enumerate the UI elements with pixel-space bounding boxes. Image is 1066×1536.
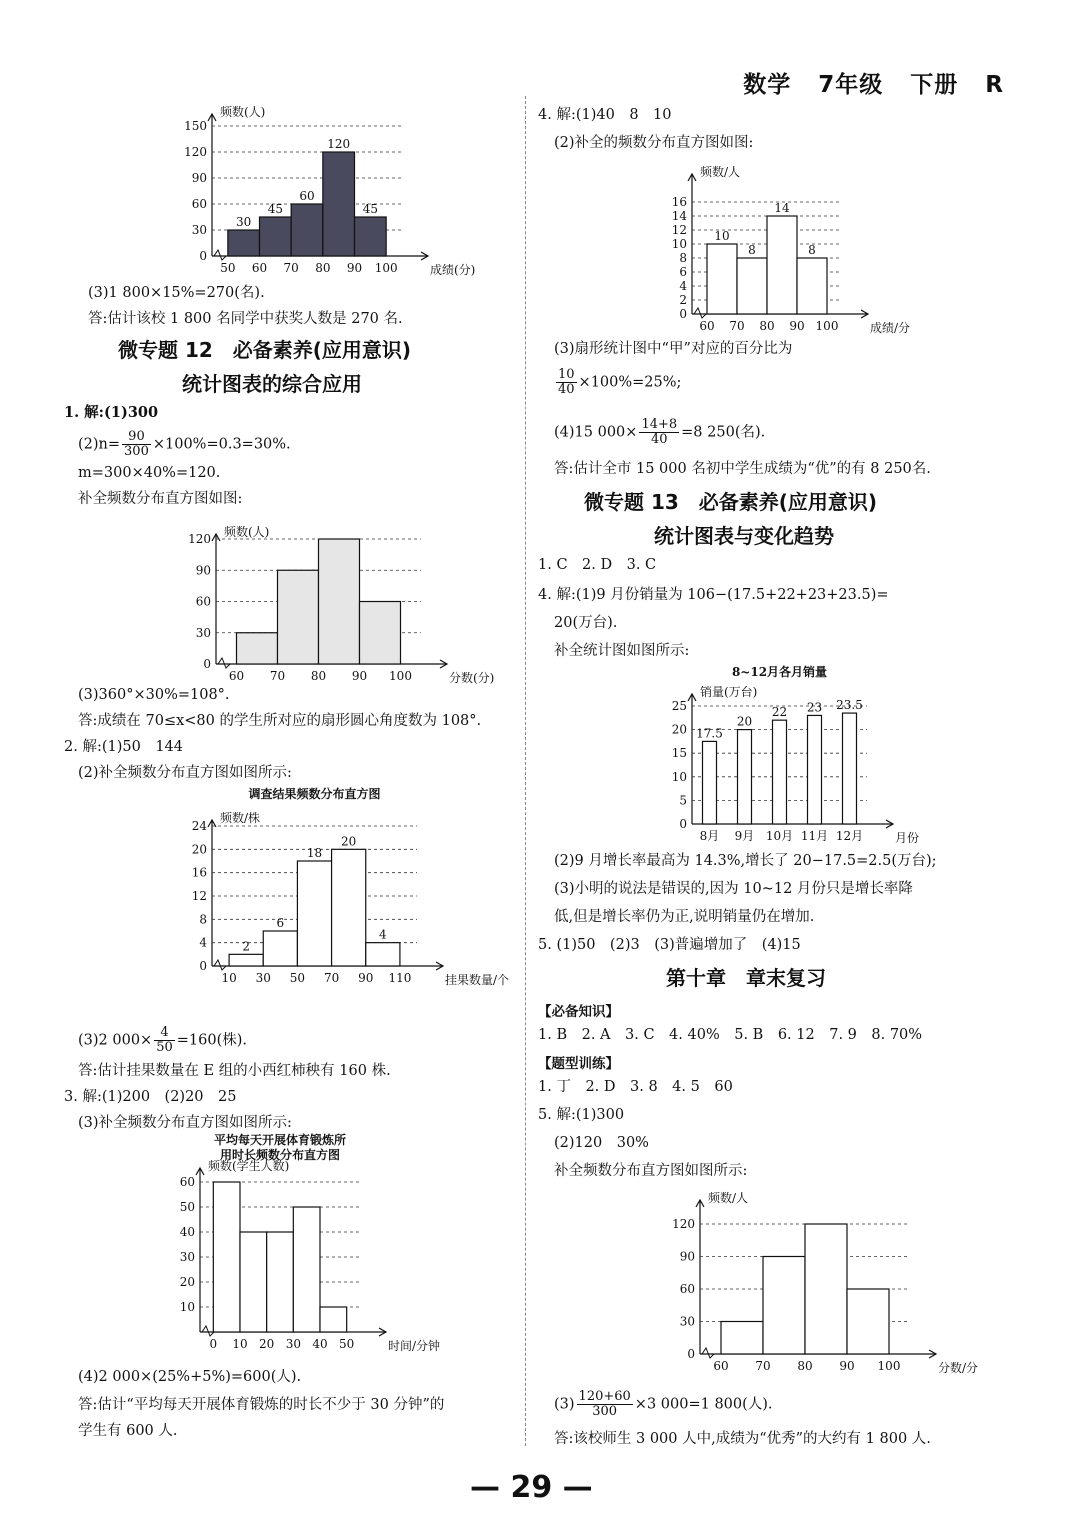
data-label: 45 xyxy=(362,202,378,216)
axis-break xyxy=(694,308,706,318)
text-line: 答:估计挂果数量在 E 组的小西红柿秧有 160 株. xyxy=(78,1063,391,1079)
header-grade: 7年级 xyxy=(818,72,884,98)
data-label: 8 xyxy=(748,243,756,257)
y-tick-label: 24 xyxy=(191,819,207,833)
x-tick-label: 100 xyxy=(374,261,398,275)
x-tick-label: 100 xyxy=(877,1359,901,1373)
axis-break xyxy=(702,1348,714,1358)
x-tick-label: 70 xyxy=(269,669,286,683)
bar xyxy=(366,943,400,966)
x-tick-label: 60 xyxy=(251,261,268,275)
x-tick-label: 70 xyxy=(729,319,745,333)
data-label: 10 xyxy=(714,229,730,243)
data-label: 45 xyxy=(267,202,283,216)
text-line: (3)扇形统计图中“甲”对应的百分比为 xyxy=(554,341,793,357)
bar xyxy=(240,1232,267,1332)
chart-title: 平均每天开展体育锻炼所 xyxy=(213,1133,347,1147)
x-tick-label: 40 xyxy=(312,1337,328,1351)
y-tick-label: 0 xyxy=(199,959,207,973)
y-tick-label: 20 xyxy=(191,842,207,857)
x-tick-label: 12月 xyxy=(835,829,864,843)
y-tick-label: 6 xyxy=(679,265,687,279)
text-line: 5. 解:(1)300 xyxy=(538,1107,625,1123)
x-tick-label: 0 xyxy=(209,1337,218,1351)
x-tick-label: 80 xyxy=(315,261,331,275)
y-tick-label: 90 xyxy=(191,171,207,185)
bar xyxy=(738,730,752,824)
topic13-subtitle: 统计图表与变化趋势 xyxy=(654,524,834,548)
y-tick-label: 16 xyxy=(191,865,207,880)
x-tick-label: 10 xyxy=(221,971,237,985)
y-tick-label: 60 xyxy=(679,1282,695,1296)
x-tick-label: 60 xyxy=(228,669,245,683)
x-tick-label: 80 xyxy=(797,1359,813,1373)
data-label: 23 xyxy=(806,700,823,715)
x-tick-label: 80 xyxy=(310,669,327,683)
topic12-subtitle: 统计图表的综合应用 xyxy=(182,372,362,396)
data-label: 20 xyxy=(736,714,753,729)
axis-break xyxy=(214,250,226,260)
data-label: 6 xyxy=(276,916,285,930)
y-tick-label: 4 xyxy=(199,935,207,950)
x-tick-label: 90 xyxy=(789,319,805,333)
y-tick-label: 2 xyxy=(679,293,687,307)
chart-4 xyxy=(156,1132,536,1362)
chart-3 xyxy=(142,786,542,996)
text-line: 补全频数分布直方图如图: xyxy=(78,491,243,507)
y-tick-label: 60 xyxy=(179,1175,195,1189)
data-label: 2 xyxy=(242,939,250,954)
page-number: — 29 — xyxy=(470,1470,593,1505)
y-axis-label: 销量(万台) xyxy=(700,685,758,699)
y-axis-label: 频数(人) xyxy=(224,525,270,539)
y-axis-label: 频数/人 xyxy=(700,165,741,179)
y-tick-label: 8 xyxy=(679,251,687,265)
y-axis-label: 频数(人) xyxy=(220,105,266,119)
chart-6 xyxy=(648,664,988,844)
bar xyxy=(767,216,797,314)
bar xyxy=(291,204,323,256)
x-axis-label: 挂果数量/个 xyxy=(445,973,510,987)
data-label: 14 xyxy=(774,201,790,215)
text-line: 补全统计图如图所示: xyxy=(554,643,690,659)
bar xyxy=(293,1207,320,1332)
x-tick-label: 90 xyxy=(351,669,368,683)
x-tick-label: 60 xyxy=(699,319,715,333)
text-line: (2)9 月增长率最高为 14.3%,增长了 20−17.5=2.5(万台); xyxy=(554,853,937,869)
text-line: m=300×40%=120. xyxy=(78,465,221,481)
text-line: (3)2 000× $\frac{4}{50}$ =160(株). xyxy=(78,1025,247,1055)
y-tick-label: 10 xyxy=(179,1300,195,1314)
text-line: 答:估计“平均每天开展体育锻炼的时长不少于 30 分钟”的 xyxy=(78,1397,445,1413)
x-axis-label: 时间/分钟 xyxy=(388,1339,441,1353)
y-tick-label: 30 xyxy=(195,625,211,640)
y-tick-label: 30 xyxy=(179,1250,195,1264)
y-tick-label: 50 xyxy=(179,1200,195,1214)
y-axis-label: 频数/株 xyxy=(220,811,261,825)
data-label: 23.5 xyxy=(836,698,863,713)
text-line: 学生有 600 人. xyxy=(78,1423,178,1439)
x-tick-label: 50 xyxy=(339,1337,355,1351)
text-line: (4)15 000× $\frac{14+8}{40}$ =8 250(名). xyxy=(554,417,766,447)
text-line: (3)1 800×15%=270(名). xyxy=(88,285,265,301)
bar xyxy=(773,720,787,824)
x-tick-label: 100 xyxy=(389,669,412,683)
header-edition: R xyxy=(985,72,1004,98)
axis-break xyxy=(202,1326,214,1336)
bar xyxy=(847,1289,889,1354)
bar xyxy=(320,1307,347,1332)
section-label: 【必备知识】 xyxy=(538,1004,619,1020)
text-line: 1. B 2. A 3. C 4. 40% 5. B 6. 12 7. 9 8. 70% xyxy=(538,1027,923,1043)
chapter-title: 第十章 章末复习 xyxy=(666,966,826,990)
bar xyxy=(323,152,355,256)
text-line: 补全频数分布直方图如图所示: xyxy=(554,1163,748,1179)
text-line: 20(万台). xyxy=(554,615,618,631)
x-tick-label: 80 xyxy=(759,319,775,333)
text-line: 答:估计全市 15 000 名初中学生成绩为“优”的有 8 250名. xyxy=(554,461,931,477)
chart-2 xyxy=(168,516,548,685)
x-axis-label: 分数/分 xyxy=(938,1361,979,1375)
bar xyxy=(213,1182,240,1332)
text-line: 1. 解:(1)300 xyxy=(64,404,159,421)
data-label: 120 xyxy=(327,137,351,151)
y-tick-label: 15 xyxy=(671,746,687,761)
x-tick-label: 70 xyxy=(323,971,340,985)
text-line: (3) $\frac{120+60}{300}$ ×3 000=1 800(人). xyxy=(554,1389,773,1419)
bar xyxy=(721,1322,763,1355)
text-line: 1. 丁 2. D 3. 8 4. 5 60 xyxy=(538,1079,733,1095)
bar xyxy=(737,258,767,314)
y-tick-label: 90 xyxy=(679,1249,695,1264)
x-tick-label: 70 xyxy=(283,261,299,275)
data-label: 20 xyxy=(341,834,357,849)
x-tick-label: 70 xyxy=(755,1359,771,1373)
chart-title: 调查结果频数分布直方图 xyxy=(248,787,381,801)
data-label: 18 xyxy=(306,846,323,860)
data-label: 4 xyxy=(379,927,387,942)
y-tick-label: 10 xyxy=(671,769,687,784)
y-tick-label: 90 xyxy=(195,563,211,578)
y-axis-label: 频数/人 xyxy=(708,1191,749,1205)
chart-title: 用时长频数分布直方图 xyxy=(219,1148,341,1162)
x-axis-label: 月份 xyxy=(895,831,920,845)
x-tick-label: 90 xyxy=(346,261,363,275)
text-line: 答:估计该校 1 800 名同学中获奖人数是 270 名. xyxy=(88,311,403,327)
text-line: 3. 解:(1)200 (2)20 25 xyxy=(64,1089,237,1105)
y-tick-label: 0 xyxy=(679,817,687,831)
y-axis-label: 频数(学生人数) xyxy=(208,1159,290,1173)
header-subject: 数学 xyxy=(743,72,792,98)
x-tick-label: 10月 xyxy=(765,829,794,843)
topic13-title: 微专题 13 必备素养(应用意识) xyxy=(584,490,878,514)
bar xyxy=(707,244,737,314)
chart-1 xyxy=(160,96,500,276)
bar xyxy=(319,539,360,664)
y-tick-label: 20 xyxy=(671,722,687,737)
bar xyxy=(843,713,857,824)
y-tick-label: 16 xyxy=(671,195,687,209)
bar xyxy=(267,1232,294,1332)
x-tick-label: 8月 xyxy=(699,829,720,843)
bar xyxy=(360,602,401,665)
y-tick-label: 120 xyxy=(188,532,211,546)
x-tick-label: 30 xyxy=(285,1337,301,1351)
topic12-title: 微专题 12 必备素养(应用意识) xyxy=(118,338,412,362)
data-label: 60 xyxy=(299,189,315,203)
text-line: 1. C 2. D 3. C xyxy=(538,557,657,573)
text-line: (3)补全频数分布直方图如图所示: xyxy=(78,1115,292,1131)
y-tick-label: 14 xyxy=(671,209,687,223)
x-tick-label: 9月 xyxy=(734,829,755,843)
text-line: (2)补全的频数分布直方图如图: xyxy=(554,135,754,151)
y-tick-label: 150 xyxy=(184,119,207,133)
text-line: 2. 解:(1)50 144 xyxy=(64,739,183,755)
text-line: (3)360°×30%=108°. xyxy=(78,687,230,703)
x-tick-label: 110 xyxy=(388,971,412,985)
axis-break xyxy=(214,960,226,970)
x-axis-label: 分数(分) xyxy=(449,671,495,685)
text-line: (3)小明的说法是错误的,因为 10~12 月份只是增长率降 xyxy=(554,881,913,897)
y-tick-label: 25 xyxy=(671,699,687,713)
data-label: 22 xyxy=(771,705,788,720)
bar xyxy=(237,633,278,664)
x-tick-label: 60 xyxy=(713,1359,729,1373)
y-tick-label: 0 xyxy=(687,1347,695,1361)
text-line: 答:该校师生 3 000 人中,成绩为“优秀”的大约有 1 800 人. xyxy=(554,1431,931,1447)
bar xyxy=(355,217,387,256)
bar xyxy=(808,715,822,824)
text-line: 低,但是增长率仍为正,说明销量仍在增加. xyxy=(554,909,815,925)
x-tick-label: 11月 xyxy=(800,829,829,843)
text-line: 答:成绩在 70≤x<80 的学生所对应的扇形圆心角度数为 108°. xyxy=(78,713,482,729)
chart-5 xyxy=(644,156,974,335)
text-line: (2)120 30% xyxy=(554,1135,649,1151)
header-volume: 下册 xyxy=(910,72,959,98)
text-line: 4. 解:(1)9 月份销量为 106−(17.5+22+23+23.5)= xyxy=(538,587,889,603)
text-line: (4)2 000×(25%+5%)=600(人). xyxy=(78,1369,302,1385)
x-tick-label: 100 xyxy=(815,319,839,333)
y-tick-label: 20 xyxy=(179,1275,195,1289)
y-tick-label: 0 xyxy=(679,307,687,321)
bar xyxy=(797,258,827,314)
chart-title: 8~12月各月销量 xyxy=(731,665,828,679)
bar xyxy=(297,861,331,966)
x-tick-label: 30 xyxy=(255,971,271,985)
bar xyxy=(278,570,319,664)
x-axis-label: 成绩/分 xyxy=(870,321,911,335)
x-tick-label: 90 xyxy=(358,971,374,985)
x-axis-label: 成绩(分) xyxy=(430,263,476,277)
y-tick-label: 0 xyxy=(203,657,211,671)
y-tick-label: 120 xyxy=(672,1217,695,1231)
y-tick-label: 120 xyxy=(184,145,207,159)
text-line: (2)补全频数分布直方图如图所示: xyxy=(78,765,292,781)
y-tick-label: 5 xyxy=(679,793,687,808)
data-label: 30 xyxy=(236,215,252,229)
bar xyxy=(763,1257,805,1355)
y-tick-label: 8 xyxy=(199,912,207,927)
y-tick-label: 0 xyxy=(199,249,207,263)
text-line: 5. (1)50 (2)3 (3)普遍增加了 (4)15 xyxy=(538,937,801,953)
bar xyxy=(228,230,260,256)
y-tick-label: 40 xyxy=(179,1225,195,1239)
x-tick-label: 50 xyxy=(289,971,306,985)
y-tick-label: 12 xyxy=(191,889,207,903)
x-tick-label: 50 xyxy=(220,261,236,275)
text-line: $\frac{10}{40}$ ×100%=25%; xyxy=(558,367,682,397)
bar xyxy=(703,741,717,824)
x-tick-label: 20 xyxy=(259,1337,275,1351)
y-tick-label: 12 xyxy=(671,223,687,237)
axis-break xyxy=(218,658,230,668)
y-tick-label: 30 xyxy=(679,1314,695,1329)
bar xyxy=(805,1224,847,1354)
bar xyxy=(260,217,292,256)
data-label: 17.5 xyxy=(696,726,723,741)
data-label: 8 xyxy=(808,243,816,257)
y-tick-label: 4 xyxy=(679,279,687,293)
text-line: (2)n= $\frac{90}{300}$ ×100%=0.3=30%. xyxy=(78,429,291,459)
x-tick-label: 90 xyxy=(839,1359,855,1373)
bar xyxy=(263,931,297,966)
text-line: 4. 解:(1)40 8 10 xyxy=(538,107,672,123)
section-label: 【题型训练】 xyxy=(538,1056,619,1072)
page-header xyxy=(725,66,1004,99)
chart-7 xyxy=(636,1182,996,1375)
y-tick-label: 30 xyxy=(191,223,207,237)
y-tick-label: 60 xyxy=(195,594,211,609)
y-tick-label: 60 xyxy=(191,197,207,211)
y-tick-label: 10 xyxy=(671,237,687,251)
bar xyxy=(332,849,366,966)
bar xyxy=(229,954,263,966)
x-tick-label: 10 xyxy=(232,1337,248,1351)
